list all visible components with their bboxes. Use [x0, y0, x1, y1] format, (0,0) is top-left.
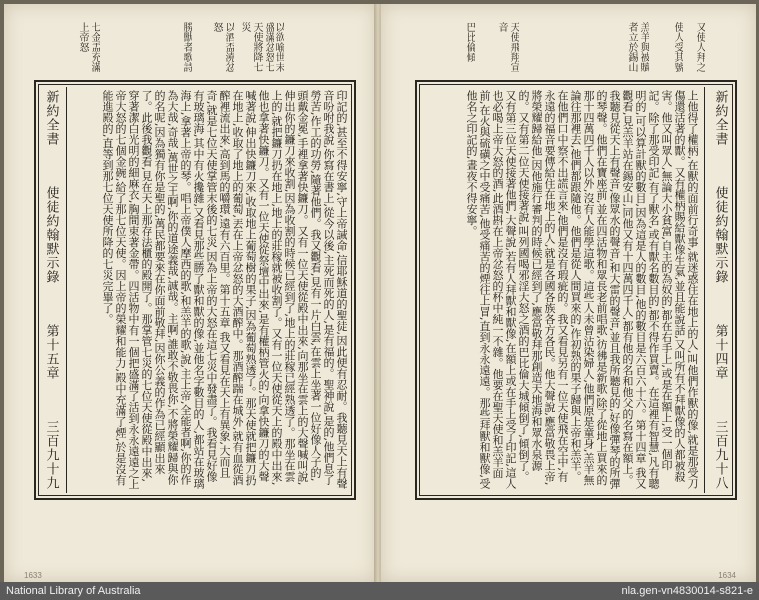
left-text-frame — [34, 80, 356, 500]
book-title: 新約全書 — [712, 90, 728, 146]
headnote-1: 以欲喩世末 — [273, 22, 284, 72]
section-title: 使徒約翰默示錄 — [712, 186, 728, 284]
headnote-4: 勝獸者歌詩 — [181, 22, 192, 72]
right-text-frame — [415, 80, 737, 500]
headnote-2: 使人受其號 — [672, 22, 683, 72]
headnote-2: 盛滿忿怒七天使將降七災 — [239, 22, 274, 72]
section-title: 使徒約翰默示錄 — [43, 186, 59, 284]
headnote-3: 羔羊與被贖者立於錫山 — [626, 22, 649, 72]
headnote-5: 七金盂充滿上帝怒 — [77, 22, 100, 72]
footer-bar — [0, 582, 759, 600]
right-page — [380, 4, 756, 582]
library-credit: National Library of Australia — [6, 585, 141, 597]
chapter-label: 第十四章 — [712, 324, 728, 380]
page-number: 三百九十九 — [43, 420, 59, 490]
left-body-text: 印記的,甚至不得安寧,守上帝誡命,信耶穌道的聖徒,因此便有忍耐。我聽見天上有聲音吩咐我說,你寫在書上,從今以後,主死而死的人,是有福的。聖神說,是的,他們息了勞苦,作工的功勞,隨著他們。我又觀看,見有一片白雲,在雲上坐著一位好像人子的,頭戴金冕,手裡拿著快鐮刀。又有一位天使從殿中出來,向那坐在雲上的大聲喊叫說,伸出你的鐮刀來收割,因為收割的時候已經到了,地上的莊稼已經熟透了。那坐在雲上的,就把鐮刀扔在地上,地上的莊稼就被收割了。又有一位天使從天上的殿中出來,他也拿著快鐮刀。又有一位天使從祭壇中出來,是有權柄管火的,向拿快鐮刀的大聲喊著說,伸出快鐮刀來,收取地上葡萄樹的果子,因為葡萄熟透了。那天使就把鐮刀扔在地上,收取了地上的葡萄,丟在上帝忿怒的大酒醡中。那酒醡踹在城外,就有血從酒醡裡流出來,高到馬的嚼環,遠有六百里。第十五章 我又看見在天上有異象,大而且奇,就是七位天使掌管末後的七災,因為上帝的大怒在這七災中發盡了。我看見好像有玻璃海,其中有火攙雜,又看見那些勝了獸和獸的像,並他名字數目的人,都站在玻璃海上,拿著上帝的琴。唱上帝僕人摩西的歌,和羔羊的歌,說,主上帝,全能者啊,你的作為大哉,奇哉,萬世之王啊,你的道途義哉,誠哉。主啊,誰敢不敬畏你,不將榮耀歸與你的名呢,因為獨有你是聖的,萬民都要來在你面前敬拜,因你公義的作為已經顯出來了。此後我觀看,見在天上那存法櫃的殿開了。那掌管七災的七位天使從殿中出來,穿著潔白光明的細麻衣,胸間束著金帶。四活物中有一個把盛滿了活到永永遠遠之上帝大怒的七個金碗,給了那七位天使。因上帝的榮耀和能力,殿中充滿了煙,於是沒有能進殿的,直等到那七位天使所降的七災完畢了。 — [101, 90, 348, 490]
right-body-text: 上他得了權柄,在獸的面前行奇事,就迷惑住在地上的人,叫他們作獸的像,就是那受刀傷還活著的獸。又有權柄賜給獸像生氣,並且能說話,又叫所有不拜獸像的人都被殺害。他又叫眾人,無論大小貧富,自主的為奴的,都在右手上,或是在額上,受一個印記。除了那受印記,有了獸名,或有獸名數目的,都不得作買賣。在這裡有智慧,凡有聰明的,可以算計獸的數目,因為這是人的數目,他的數目是六百六十六。第十四章 我又觀看,見羔羊站在錫安山,同他又有十四萬四千人,都有他的名和他父的名寫在額上。我聽見從天上有聲音,像眾水的聲音,和大雷的聲音,並且我所聽見的,好像彈琴的所彈的琴聲。他們在寶座前,並在四活物和眾長老前唱歌,彷彿是新歌,除了從地上買來的那十四萬四千人以外,沒有人能學這歌。這些人未曾沾染婦人,他們原是童身,羔羊無論往那裡去,他們都跟隨他。他們是從人間買來的,作初熟的果子歸與上帝和羔羊。在他們口中察不出謊言來,他們是沒有瑕疵的。我又看見另有一位天使飛在空中,有永遠的福音要傳給住在地上的人,就是各國各族各方各民。他大聲說,應當敬畏上帝,將榮耀歸給他,因他施行審判的時候已經到了,應當敬拜那創造天地海和眾水泉源的。又有第二位天使接著說,叫列國喝邪淫大怒之酒的巴比倫大城傾倒了,傾倒了。又有第三位天使接著他們,大聲說,若有人拜獸和獸像,在額上或在手上受了印記,這人也必喝上帝大怒的酒,此酒斟在上帝忿怒的杯中純一不雜。他要在聖天使和羔羊面前,在火與硫磺之中受痛苦,他受痛苦的煙往上冒,直到永永遠遠。那些拜獸和獸像,受他名之印記的,晝夜不得安寧。 — [465, 90, 699, 489]
right-margin-column — [709, 90, 731, 490]
page-number: 三百九十八 — [712, 420, 728, 490]
image-identifier: nla.gen-vn4830014-s821-e — [621, 585, 753, 597]
pencil-mark: 1634 — [718, 571, 736, 580]
pencil-mark: 1633 — [24, 571, 42, 580]
chapter-label: 第十五章 — [43, 324, 59, 380]
headnote-3: 以酒盃澆忿怒 — [211, 22, 234, 72]
book-title: 新約全書 — [43, 90, 59, 146]
headnote-5: 巴比倫傾 — [464, 22, 475, 62]
left-margin-column — [40, 90, 62, 490]
headnote-1: 又使人拜之 — [694, 22, 705, 72]
left-page — [4, 4, 377, 582]
headnote-4: 天使飛翔宣音 — [496, 22, 519, 72]
